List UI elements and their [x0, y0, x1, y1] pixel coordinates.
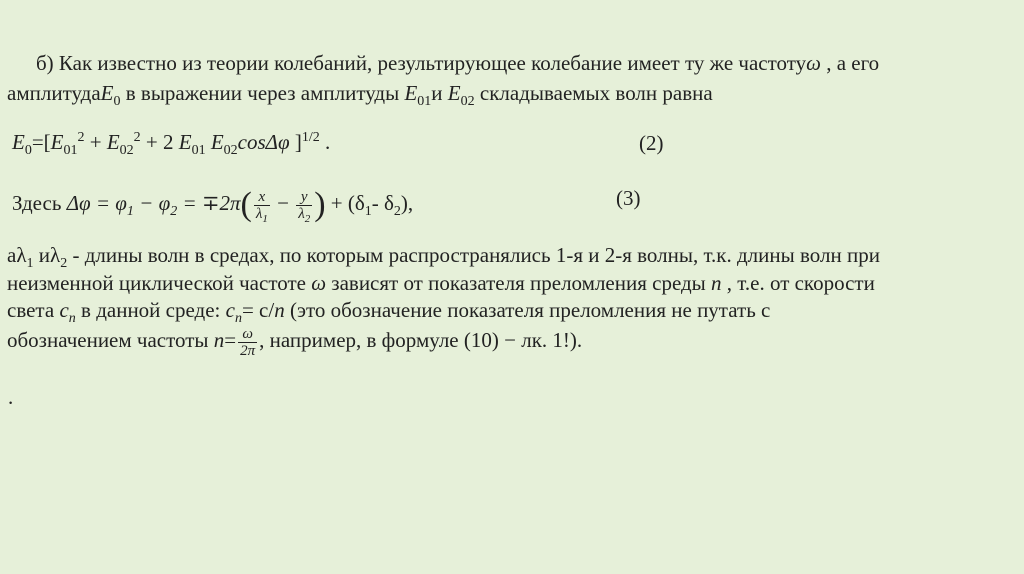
text: и [33, 243, 51, 267]
subscript: 2 [60, 256, 68, 272]
text: неизменной циклической частоте [7, 271, 312, 295]
text: - δ [371, 191, 394, 215]
text: ), [400, 191, 414, 215]
text: ] [289, 130, 302, 154]
subscript: 0 [24, 143, 32, 159]
subscript: 02 [460, 94, 475, 110]
fraction-x-lambda1 [254, 188, 270, 225]
fraction-y-lambda2 [296, 188, 312, 225]
text: б) Как известно из теории колебаний, результирующее колебание имеет ту же частоту [36, 51, 807, 75]
subscript: 01 [191, 143, 206, 159]
lambda-symbol: λ [50, 243, 61, 267]
subscript: 1 [26, 256, 34, 272]
paragraph-1-line-1 [36, 50, 879, 76]
lambda-symbol: λ [16, 243, 27, 267]
paragraph-1-line-2 [7, 80, 713, 110]
superscript: 1/2 [301, 130, 320, 145]
text: , например, в формуле (10) − лк. 1!). [259, 328, 583, 352]
text: а [7, 243, 17, 267]
e02-symbol: E [447, 81, 461, 105]
subscript: 1 [364, 204, 372, 220]
trailing-dot: . [8, 385, 14, 409]
subscript: 02 [223, 143, 238, 159]
omega-symbol: ω [806, 51, 821, 75]
text: обозначением частоты [7, 328, 214, 352]
paragraph-2-line-4 [7, 320, 582, 360]
close-paren: ) [314, 186, 326, 224]
e02-symbol: E [106, 130, 120, 154]
numerator: ω [238, 326, 257, 343]
subscript: 01 [417, 94, 432, 110]
denominator [296, 205, 312, 225]
n-symbol: n [711, 271, 722, 295]
subscript: 2 [304, 212, 311, 225]
text: . [319, 130, 331, 154]
superscript: 2 [77, 130, 85, 145]
equation-3 [12, 183, 413, 225]
text: зависят от показателя преломления среды [326, 271, 712, 295]
text: (это обозначение показателя преломления не путать с [284, 298, 771, 322]
subscript: 1 [262, 212, 268, 225]
subscript: n [234, 311, 242, 327]
paragraph-2-line-2 [7, 270, 875, 296]
text: − [271, 191, 295, 215]
text: амплитуда [7, 81, 101, 105]
delta-phi-symbol: Δφ = φ [66, 191, 127, 215]
e0-symbol: E [100, 81, 114, 105]
text: , т.е. от скорости [721, 271, 875, 295]
open-paren: ( [240, 186, 252, 224]
lambda-symbol: λ [298, 205, 305, 222]
text: в данной среде: [75, 298, 226, 322]
text: = c/ [241, 298, 275, 322]
text: Здесь [12, 191, 67, 215]
denominator [254, 205, 270, 225]
subscript: 2 [170, 204, 178, 220]
e01-symbol: E [178, 130, 192, 154]
text: + 2 [140, 130, 179, 154]
fraction-omega-2pi [238, 326, 257, 359]
paragraph-2-line-1 [7, 242, 880, 272]
text: складываемых волн равна [474, 81, 713, 105]
text: + [84, 130, 107, 154]
text: - длины волн в средах, по которым распространялись 1-я и 2-я волны, т.к. длины волн при [67, 243, 880, 267]
e01-symbol: E [404, 81, 418, 105]
subscript: 1 [126, 204, 134, 220]
c-symbol: c [225, 298, 235, 322]
cos-function: cos [237, 130, 266, 154]
subscript: 0 [113, 94, 121, 110]
text: света [7, 298, 60, 322]
c-symbol: c [59, 298, 69, 322]
delta-phi-symbol: Δφ [265, 130, 290, 154]
lambda-symbol: λ [255, 205, 263, 222]
subscript: 02 [119, 143, 134, 159]
text: =[ [31, 130, 51, 154]
n-symbol: n [274, 298, 285, 322]
numerator: x [254, 189, 270, 206]
e0-symbol: E [12, 130, 25, 154]
equation-3-number: (3) [616, 186, 641, 210]
e02-symbol: E [205, 130, 224, 154]
equation-2-number: (2) [639, 131, 664, 155]
e01-symbol: E [50, 130, 64, 154]
text: в выражении через амплитуды [120, 81, 405, 105]
subscript: n [68, 311, 76, 327]
text: = [224, 328, 237, 352]
superscript: 2 [133, 130, 141, 145]
text: + (δ [325, 191, 365, 215]
text: − φ [133, 191, 171, 215]
n-symbol: n [213, 328, 225, 352]
text: = ∓2π [177, 191, 241, 215]
subscript: 01 [63, 143, 78, 159]
omega-symbol: ω [311, 271, 327, 295]
subscript: 2 [393, 204, 401, 220]
text: , а его [820, 51, 880, 75]
text: и [431, 81, 448, 105]
equation-2 [12, 129, 331, 159]
denominator: 2π [240, 342, 256, 359]
numerator: y [296, 189, 312, 206]
